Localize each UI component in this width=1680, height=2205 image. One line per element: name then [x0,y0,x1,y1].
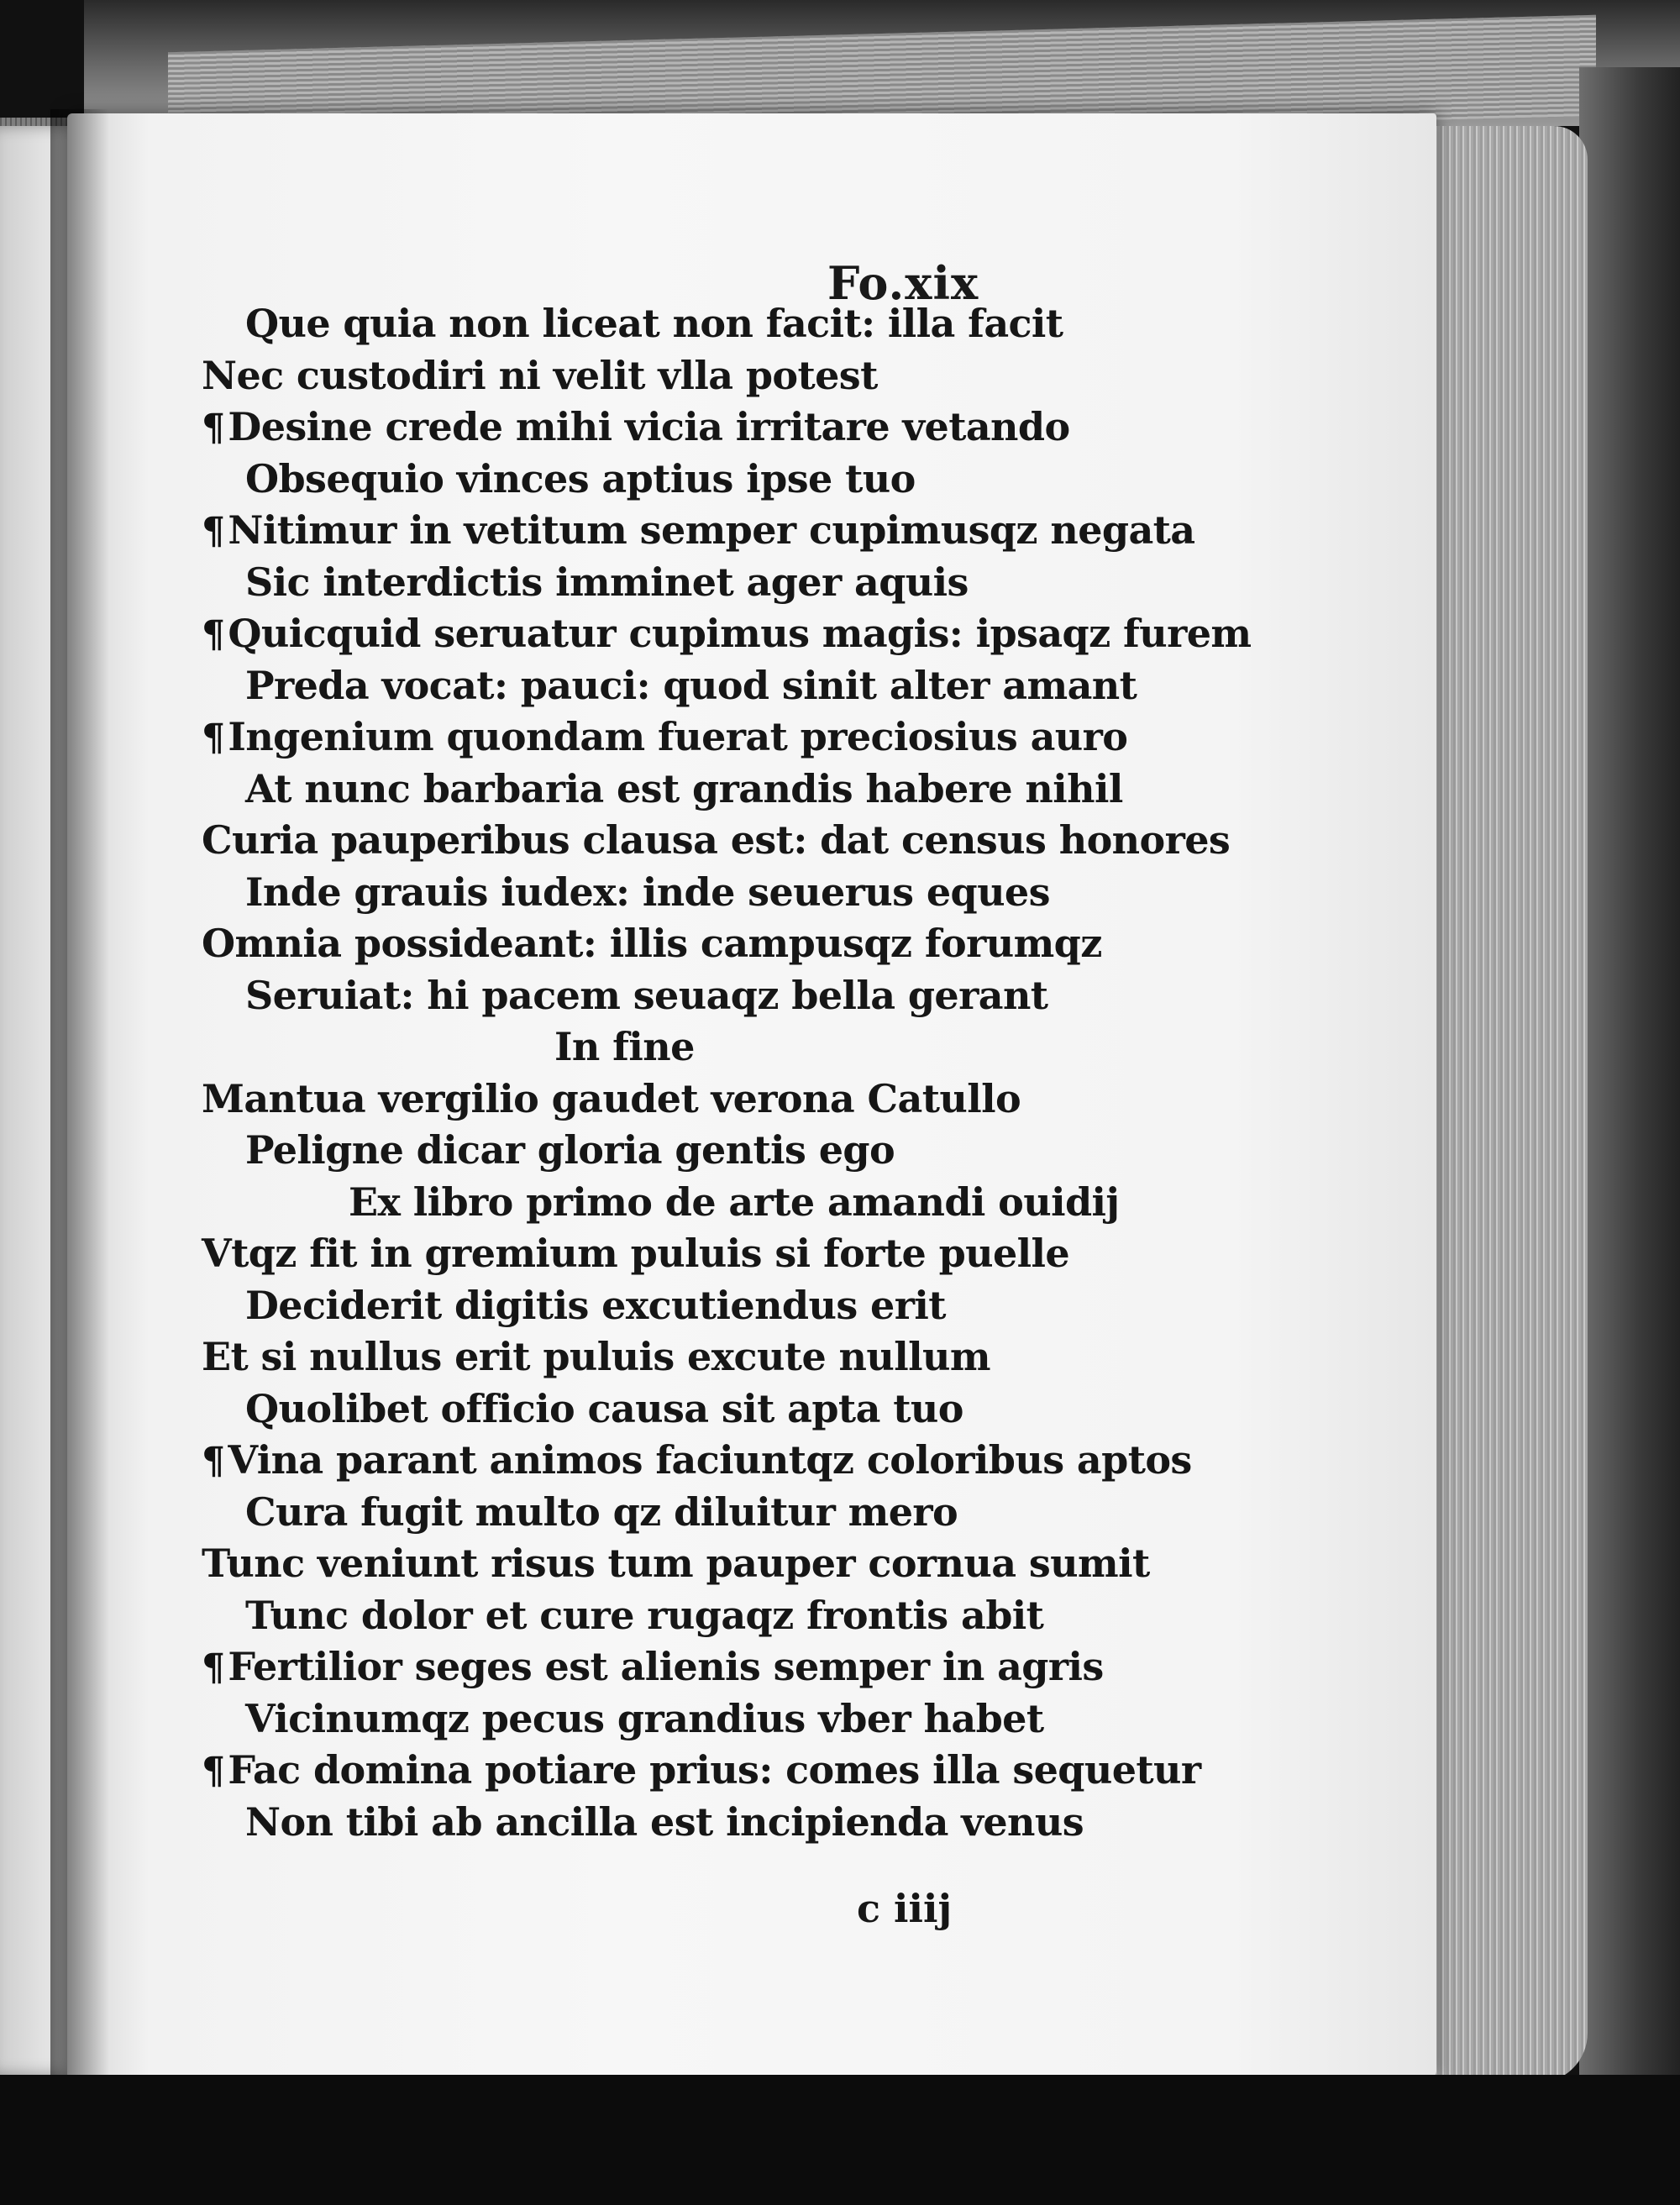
verse-line [202,1745,1201,1797]
verse-text: Seruiat: hi pacem seuaqz bella gerant [245,972,1048,1018]
folio-number: Fo.xix [827,256,979,310]
verse-line [202,1228,1070,1280]
verse-line [202,867,1050,919]
verse-line [202,1125,974,1177]
verse-line [202,1797,1084,1849]
verse-line [202,764,1123,816]
pilcrow-mark: ¶ [202,407,225,449]
verse-line [202,1487,974,1539]
verse-text: Vina parant animos faciuntqz coloribus aptos [228,1437,1192,1483]
verse-text: Ingenium quondam fuerat preciosius auro [228,714,1128,759]
verse-text: Preda vocat: pauci: quod sinit alter amant [245,662,1137,708]
gutter-shadow [50,109,109,2083]
verse-text: Cura fugit multo qz diluitur mero [245,1488,958,1535]
verse-text: Nec custodiri ni velit vlla potest [202,352,878,398]
verse-line [202,1021,974,1074]
verse-text: Ex libro primo de arte amandi ouidij [349,1179,1120,1225]
pilcrow-mark: ¶ [202,1646,225,1689]
verse-text: Deciderit digitis excutiendus erit [245,1282,946,1328]
verse-text: Omnia possideant: illis campusqz forumqz [202,921,1102,966]
verse-text: Et si nullus erit puluis excute nullum [202,1334,990,1379]
pilcrow-mark: ¶ [202,1750,225,1793]
verse-line [202,557,974,609]
verse-text: Peligne dicar gloria gentis ego [245,1127,895,1173]
pilcrow-mark: ¶ [202,613,225,656]
verse-text: Non tibi ab ancilla est incipienda venus [245,1798,1084,1845]
verse-line [202,402,1070,454]
verse-text: Quolibet officio causa sit apta tuo [245,1385,963,1431]
verse-text: At nunc barbaria est grandis habere nihil [245,765,1123,811]
verse-line [202,970,1048,1022]
page-stack-fore-edge [1420,126,1588,2083]
verse-text: Que quia non liceat non facit: illa facit [245,301,1063,346]
verse-line [202,660,1137,712]
pilcrow-mark: ¶ [202,1440,225,1483]
verse-text: Obsequio vinces aptius ipse tuo [245,455,916,501]
pilcrow-mark: ¶ [202,717,225,759]
verse-text: Tunc dolor et cure rugaqz frontis abit [245,1592,1044,1638]
verse-line [202,711,1128,764]
verse-text: Desine crede mihi vicia irritare vetando [228,404,1070,449]
verse-line [202,1435,1192,1487]
verse-line [202,1074,1021,1126]
verse-text: Nitimur in vetitum semper cupimusqz negata [228,507,1195,553]
verse-text: Mantua vergilio gaudet verona Catullo [202,1075,1021,1121]
verse-line [202,1280,974,1332]
verse-line [202,918,1102,970]
verse-line [202,1538,1150,1590]
verse-line [202,1590,1044,1642]
background-bottom [0,2075,1680,2205]
verse-text: Fac domina potiare prius: comes illa sequetur [228,1747,1201,1793]
verse-text: Quicquid seruatur cupimus magis: ipsaqz furem [228,611,1252,656]
verse-line [202,505,1195,557]
verse-text: Vicinumqz pecus grandius vber habet [245,1695,1044,1741]
verse-text: Vtqz fit in gremium puluis si forte puelle [202,1231,1070,1276]
book-cover-edge [1579,67,1680,2205]
verse-text: In fine [554,1024,695,1069]
pilcrow-mark: ¶ [202,510,225,553]
verse-text: Fertilior seges est alienis semper in agris [228,1644,1104,1689]
verse-text: Tunc veniunt risus tum pauper cornua sumit [202,1541,1150,1586]
verse-text: Sic interdictis imminet ager aquis [245,559,969,605]
verse-text: Inde grauis iudex: inde seuerus eques [245,869,1050,915]
verse-text: Curia pauperibus clausa est: dat census honores [202,817,1231,863]
verse-line [202,298,1063,350]
verse-line [202,350,974,402]
signature-mark: c iiij [857,1886,953,1931]
verse-line [202,454,974,506]
verse-line [202,1641,1104,1693]
verse-line [202,815,1231,867]
verse-line [202,1177,1120,1229]
verse-line [202,1383,974,1436]
verse-line [202,608,1252,660]
verse-text-block [202,298,1252,1848]
verse-line [202,1331,990,1383]
verse-line [202,1693,1044,1746]
